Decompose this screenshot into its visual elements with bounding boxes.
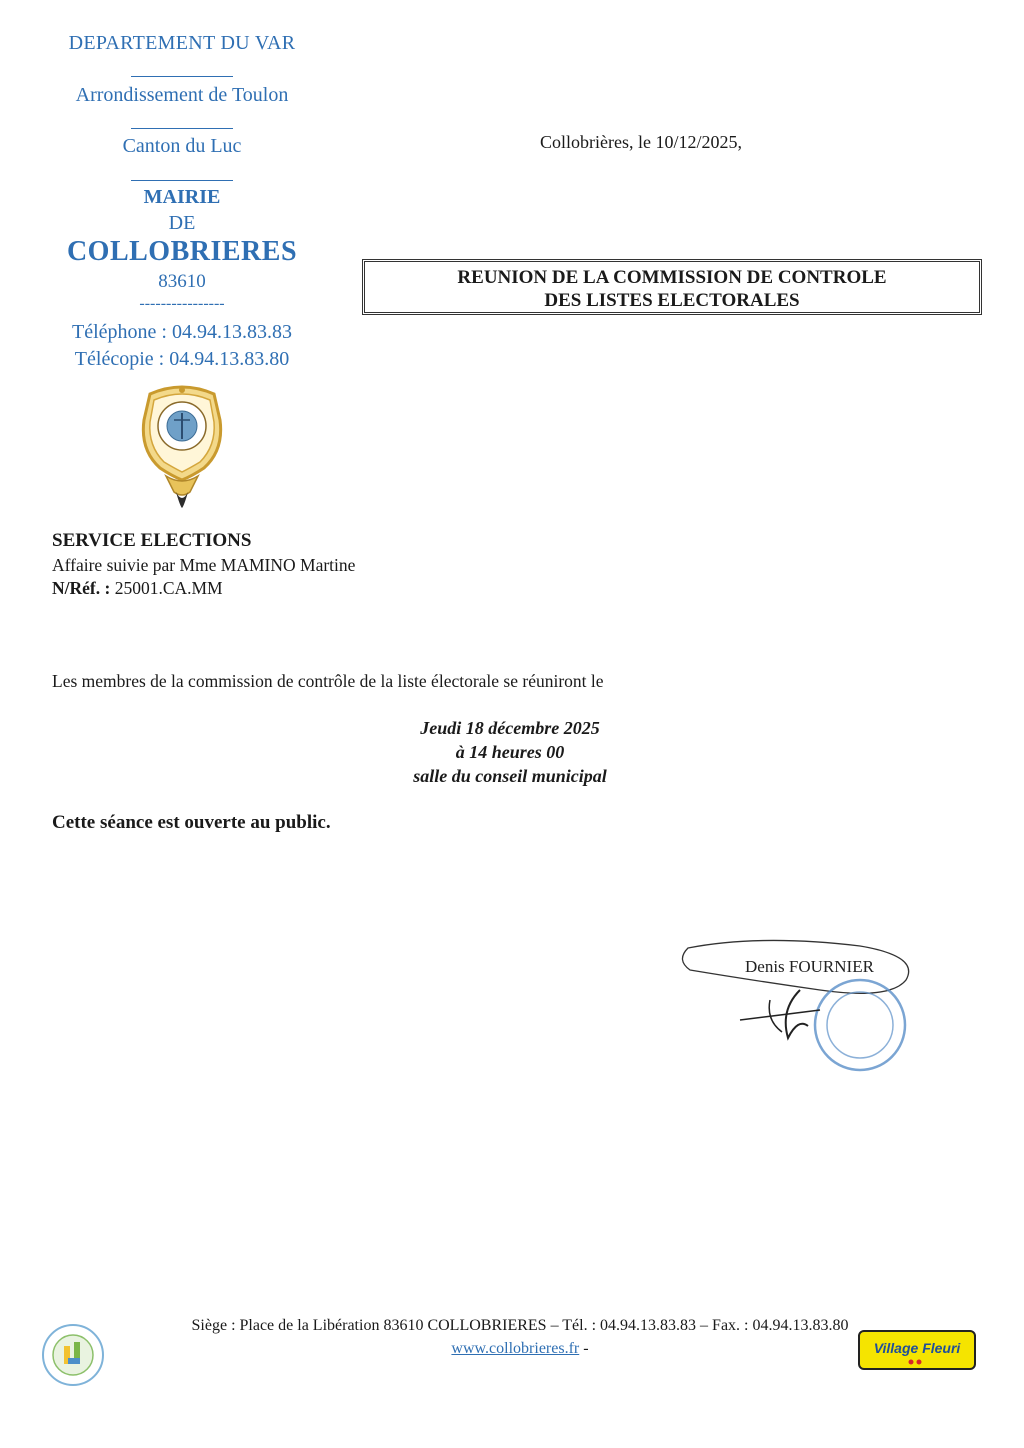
affaire-line: Affaire suivie par Mme MAMINO Martine bbox=[52, 555, 356, 575]
reference-label: N/Réf. : bbox=[52, 578, 111, 598]
fax-line: Télécopie : 04.94.13.83.80 bbox=[74, 348, 290, 370]
public-notice: Cette séance est ouverte au public. bbox=[52, 812, 331, 833]
department-heading: DEPARTEMENT DU VAR bbox=[68, 32, 296, 54]
town-crest-icon bbox=[132, 380, 232, 510]
divider bbox=[131, 128, 233, 129]
signature-stamp-icon bbox=[670, 930, 930, 1080]
website-link[interactable]: www.collobrieres.fr bbox=[451, 1340, 580, 1357]
reference-line bbox=[52, 578, 223, 599]
meeting-time: à 14 heures 00 bbox=[455, 742, 565, 762]
reference-value: 25001.CA.MM bbox=[114, 578, 223, 598]
footer-website-line bbox=[100, 1340, 940, 1358]
de-heading: DE bbox=[168, 212, 196, 234]
date-line: Collobrières, le 10/12/2025, bbox=[540, 132, 742, 152]
divider bbox=[131, 180, 233, 181]
meeting-place: salle du conseil municipal bbox=[413, 766, 607, 786]
villages-caractere-logo-icon bbox=[38, 1318, 108, 1393]
town-name: COLLOBRIERES bbox=[66, 236, 298, 267]
signatory-name: Denis FOURNIER bbox=[745, 957, 874, 976]
title-line-1: REUNION DE LA COMMISSION DE CONTROLE bbox=[457, 267, 887, 288]
arrondissement-heading: Arrondissement de Toulon bbox=[75, 84, 289, 106]
postcode: 83610 bbox=[158, 271, 206, 292]
village-fleuri-text: Village Fleuri bbox=[873, 1340, 961, 1356]
document-title bbox=[362, 259, 982, 315]
meeting-day: Jeudi 18 décembre 2025 bbox=[420, 718, 600, 738]
canton-heading: Canton du Luc bbox=[122, 135, 242, 157]
body-text: Les membres de la commission de contrôle de la liste électorale se réuniront le bbox=[52, 671, 604, 691]
dash-separator: ---------------- bbox=[139, 295, 225, 312]
service-name: SERVICE ELECTIONS bbox=[52, 530, 252, 551]
footer-address: Siège : Place de la Libération 83610 COLLOBRIERES – Tél. : 04.94.13.83.83 – Fax. : 04.94.13.83.80 bbox=[191, 1317, 849, 1334]
mairie-heading: MAIRIE bbox=[143, 186, 221, 208]
divider bbox=[131, 76, 233, 77]
telephone-line: Téléphone : 04.94.13.83.83 bbox=[72, 321, 292, 343]
meeting-details bbox=[360, 716, 660, 788]
title-line-2: DES LISTES ELECTORALES bbox=[544, 290, 800, 311]
website-suffix: - bbox=[579, 1340, 589, 1357]
